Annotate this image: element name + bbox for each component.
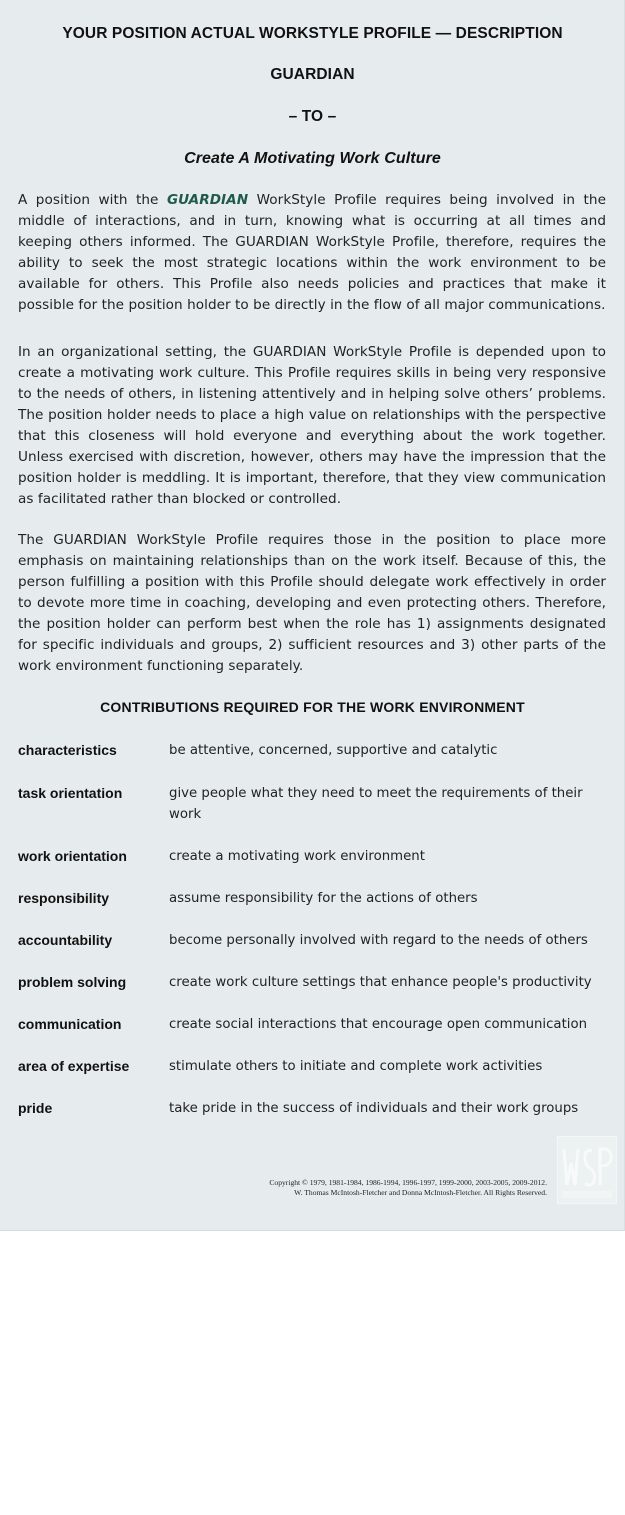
contribution-value: assume responsibility for the actions of others <box>169 891 478 906</box>
page-subtitle: Create A Motivating Work Culture <box>184 150 441 167</box>
contribution-value: take pride in the success of individuals and their work groups <box>169 1101 579 1116</box>
profile-name-highlight: GUARDIAN <box>166 192 249 208</box>
contribution-label: task orientation <box>18 785 123 801</box>
contribution-value: become personally involved with regard to the needs of others <box>169 933 588 948</box>
contribution-label: communication <box>18 1016 122 1032</box>
contribution-label: area of expertise <box>18 1058 130 1074</box>
page-title: YOUR POSITION ACTUAL WORKSTYLE PROFILE — DESCRIPTION <box>62 25 563 42</box>
connector-text: – TO – <box>288 108 337 125</box>
contribution-value: give people what they need to meet the requirements of their work <box>169 786 583 822</box>
contribution-label: characteristics <box>18 742 117 758</box>
contribution-value: be attentive, concerned, supportive and catalytic <box>169 743 498 758</box>
contribution-value: create social interactions that encourage open communication <box>169 1017 588 1032</box>
wsp-logo-mark <box>558 1137 616 1203</box>
copyright-notice <box>269 1178 547 1198</box>
contribution-label: work orientation <box>18 848 127 864</box>
description-paragraph-2: In an organizational setting, the GUARDIAN WorkStyle Profile is depended upon to create a motivating work culture. This Profile requires skills in being very responsive to the needs of others, in listening attentively and in helping solve others’ problems. The position holder needs to place a high value on relationships with the perspective that this closeness will hold everyone and everything about the work together. Unless exercised with discretion, however, others may have the impression that the position holder is meddling. It is important, therefore, that they view communication as facilitated rather than blocked or controlled. <box>18 344 606 507</box>
contribution-label: pride <box>18 1100 53 1116</box>
description-paragraph-3: The GUARDIAN WorkStyle Profile requires those in the position to place more emphasis on maintaining relationships than on the work itself. Because of this, the person fulfilling a position with this Profile should delegate work effectively in order to devote more time in coaching, developing and even protecting others. Therefore, the position holder can perform best when the role has 1) assignments designated for specific individuals and groups, 2) sufficient resources and 3) other parts of the work environment functioning separately. <box>18 532 606 674</box>
contribution-label: accountability <box>18 932 113 948</box>
profile-name: GUARDIAN <box>270 66 355 83</box>
description-paragraph-1 <box>18 190 606 316</box>
wsp-logo <box>557 1136 617 1204</box>
contributions-heading: CONTRIBUTIONS REQUIRED FOR THE WORK ENVIRONMENT <box>100 699 525 715</box>
contribution-label: problem solving <box>18 974 127 990</box>
contribution-value: create work culture settings that enhance people's productivity <box>169 975 592 990</box>
copyright-line-2: W. Thomas McIntosh-Fletcher and Donna McIntosh-Fletcher. All Rights Reserved. <box>294 1188 547 1197</box>
paragraph-1-prefix: A position with the <box>18 192 167 208</box>
copyright-line-1: Copyright © 1979, 1981-1984, 1986-1994, 1996-1997, 1999-2000, 2003-2005, 2009-2012. <box>269 1178 547 1187</box>
contribution-label: responsibility <box>18 890 110 906</box>
contribution-value: create a motivating work environment <box>169 849 425 864</box>
paragraph-1-body: WorkStyle Profile requires being involved in the middle of interactions, and in turn, knowing what is occurring at all times and keeping others informed. The GUARDIAN WorkStyle Profile, therefore, requires the ability to seek the most strategic locations within the work environment to be available for others. This Profile also needs policies and practices that make it possible for the position holder to be directly in the flow of all major communications. <box>18 192 606 313</box>
contribution-value: stimulate others to initiate and complete work activities <box>169 1059 543 1074</box>
